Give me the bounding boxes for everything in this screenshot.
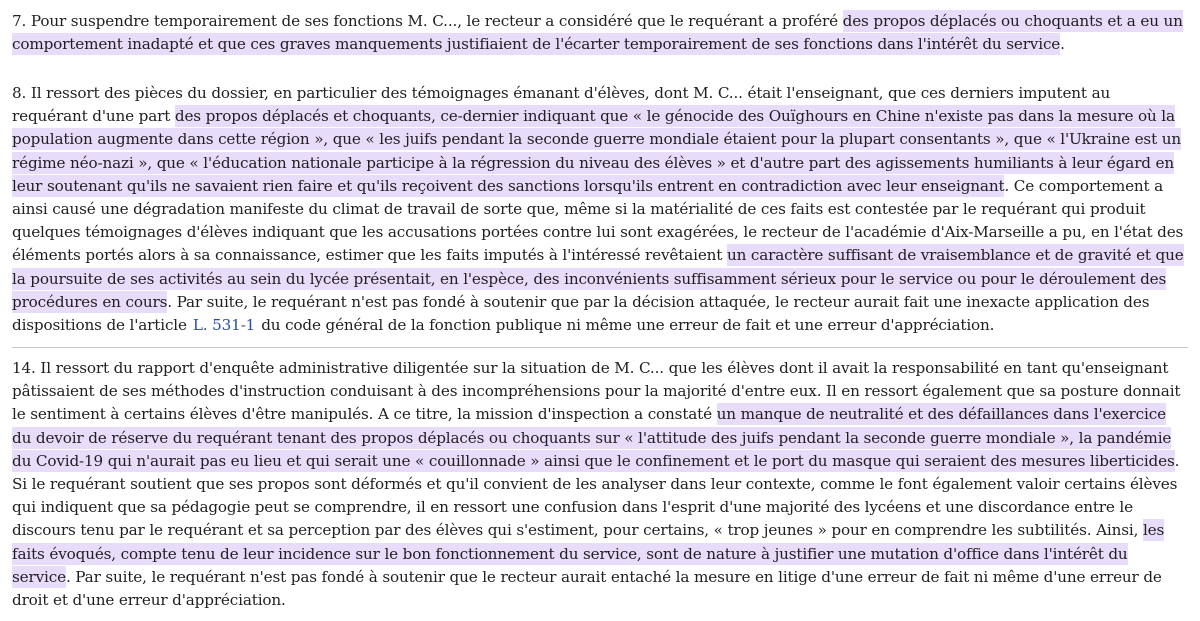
p8-text-2: . Ce comportement a ainsi causé une dégradation manifeste du climat de travail de sorte que, même si la matérialité de ces faits est contestée par le requérant qui produit quelques témoignages d'élèves indiquant que les accusations portées contre lui sont exagérées, le recteur de l'académie d'Aix-Marseille a pu, en l'état des éléments portés alors à sa connaissance, estimer que les faits imputés à l'intéressé revêtaient (12, 176, 1184, 265)
p8-text-4: du code général de la fonction publique ni même une erreur de fait et une erreur d'appréciation. (261, 316, 995, 335)
section-divider (12, 347, 1188, 348)
paragraph-8 (12, 82, 1188, 337)
p8-text-1: 8. Il ressort des pièces du dossier, en particulier des témoignages émanant d'élèves, dont M. C... était l'enseignant, que ces derniers imputent au requérant d'une part (12, 84, 1111, 126)
p14-highlight-2[interactable]: les faits évoqués, compte tenu de leur incidence sur le bon fonctionnement du service, sont de nature à justifier une mutation d'office dans l'intérêt du service (12, 521, 1165, 586)
p14-highlight-1[interactable]: un manque de neutralité et des défaillances dans l'exercice du devoir de réserve du requérant tenant des propos déplacés ou choquants sur « l'attitude des juifs pendant la seconde guerre mondiale », la pandémie du Covid-19 qui n'aurait pas eu lieu et qui serait une « couillonnade » ainsi que le confinement et le port du masque qui seraient des mesures liberticides (12, 405, 1175, 470)
p8-text-3: . Par suite, le requérant n'est pas fondé à soutenir que par la décision attaquée, le recteur aurait fait une inexacte application des dispositions de l'article (12, 292, 1150, 335)
paragraph-14 (12, 357, 1188, 612)
article-link[interactable]: L. 531-1 (192, 316, 256, 335)
p7-text-1: 7. Pour suspendre temporairement de ses fonctions M. C..., le recteur a considéré que le requérant a proféré (12, 12, 843, 30)
p14-text-3: . Par suite, le requérant n'est pas fondé à soutenir que le recteur aurait entaché la mesure en litige d'une erreur de fait ni même d'une erreur de droit et d'une erreur d'appréciation. (12, 567, 1162, 610)
p7-highlight-1[interactable]: des propos déplacés ou choquants et a eu un comportement inadapté et que ces graves manquements justifiaient de l'écarter temporairement de ses fonctions dans l'intérêt du service (12, 12, 1183, 54)
p7-text-2: . (1060, 35, 1065, 54)
p8-highlight-2[interactable]: un caractère suffisant de vraisemblance et de gravité et que la poursuite de ses activités au sein du lycée présentait, en l'espèce, des inconvénients suffisamment sérieux pour le service ou pour le déroulement des procédures en cours (12, 246, 1184, 311)
p14-text-1: 14. Il ressort du rapport d'enquête administrative diligentée sur la situation de M. C... que les élèves dont il avait la responsabilité en tant qu'enseignant pâtissaient de ses méthodes d'instruction conduisant à des incompréhensions pour la majorité d'entre eux. Il en ressort également que sa posture donnait le sentiment à certains élèves d'être manipulés. A ce titre, la mission d'inspection a constaté (12, 359, 1181, 424)
paragraph-7 (12, 10, 1188, 56)
p8-highlight-1[interactable]: des propos déplacés et choquants, ce-dernier indiquant que « le génocide des Ouïghours en Chine n'existe pas dans la mesure où la population augmente dans cette région », que « les juifs pendant la seconde guerre mondiale étaient pour la plupart consentants », que « l'Ukraine est un régime néo-nazi », que « l'éducation nationale participe à la régression du niveau des élèves » et d'autre part des agissements humiliants à leur égard en leur soutenant qu'ils ne savaient rien faire et qu'ils reçoivent des sanctions lorsqu'ils entrent en contradiction avec leur enseignant (12, 107, 1181, 195)
p14-text-2: . Si le requérant soutient que ses propos sont déformés et qu'il convient de les analyser dans leur contexte, comme le font également valoir certains élèves qui indiquent que sa pédagogie peut se comprendre, il en ressort une confusion dans l'esprit d'une majorité des lycéens et une discordance entre le discours tenu par le requérant et sa perception par des élèves qui s'estiment, pour certains, « trop jeunes » pour en comprendre les subtilités. Ainsi, (12, 451, 1180, 540)
